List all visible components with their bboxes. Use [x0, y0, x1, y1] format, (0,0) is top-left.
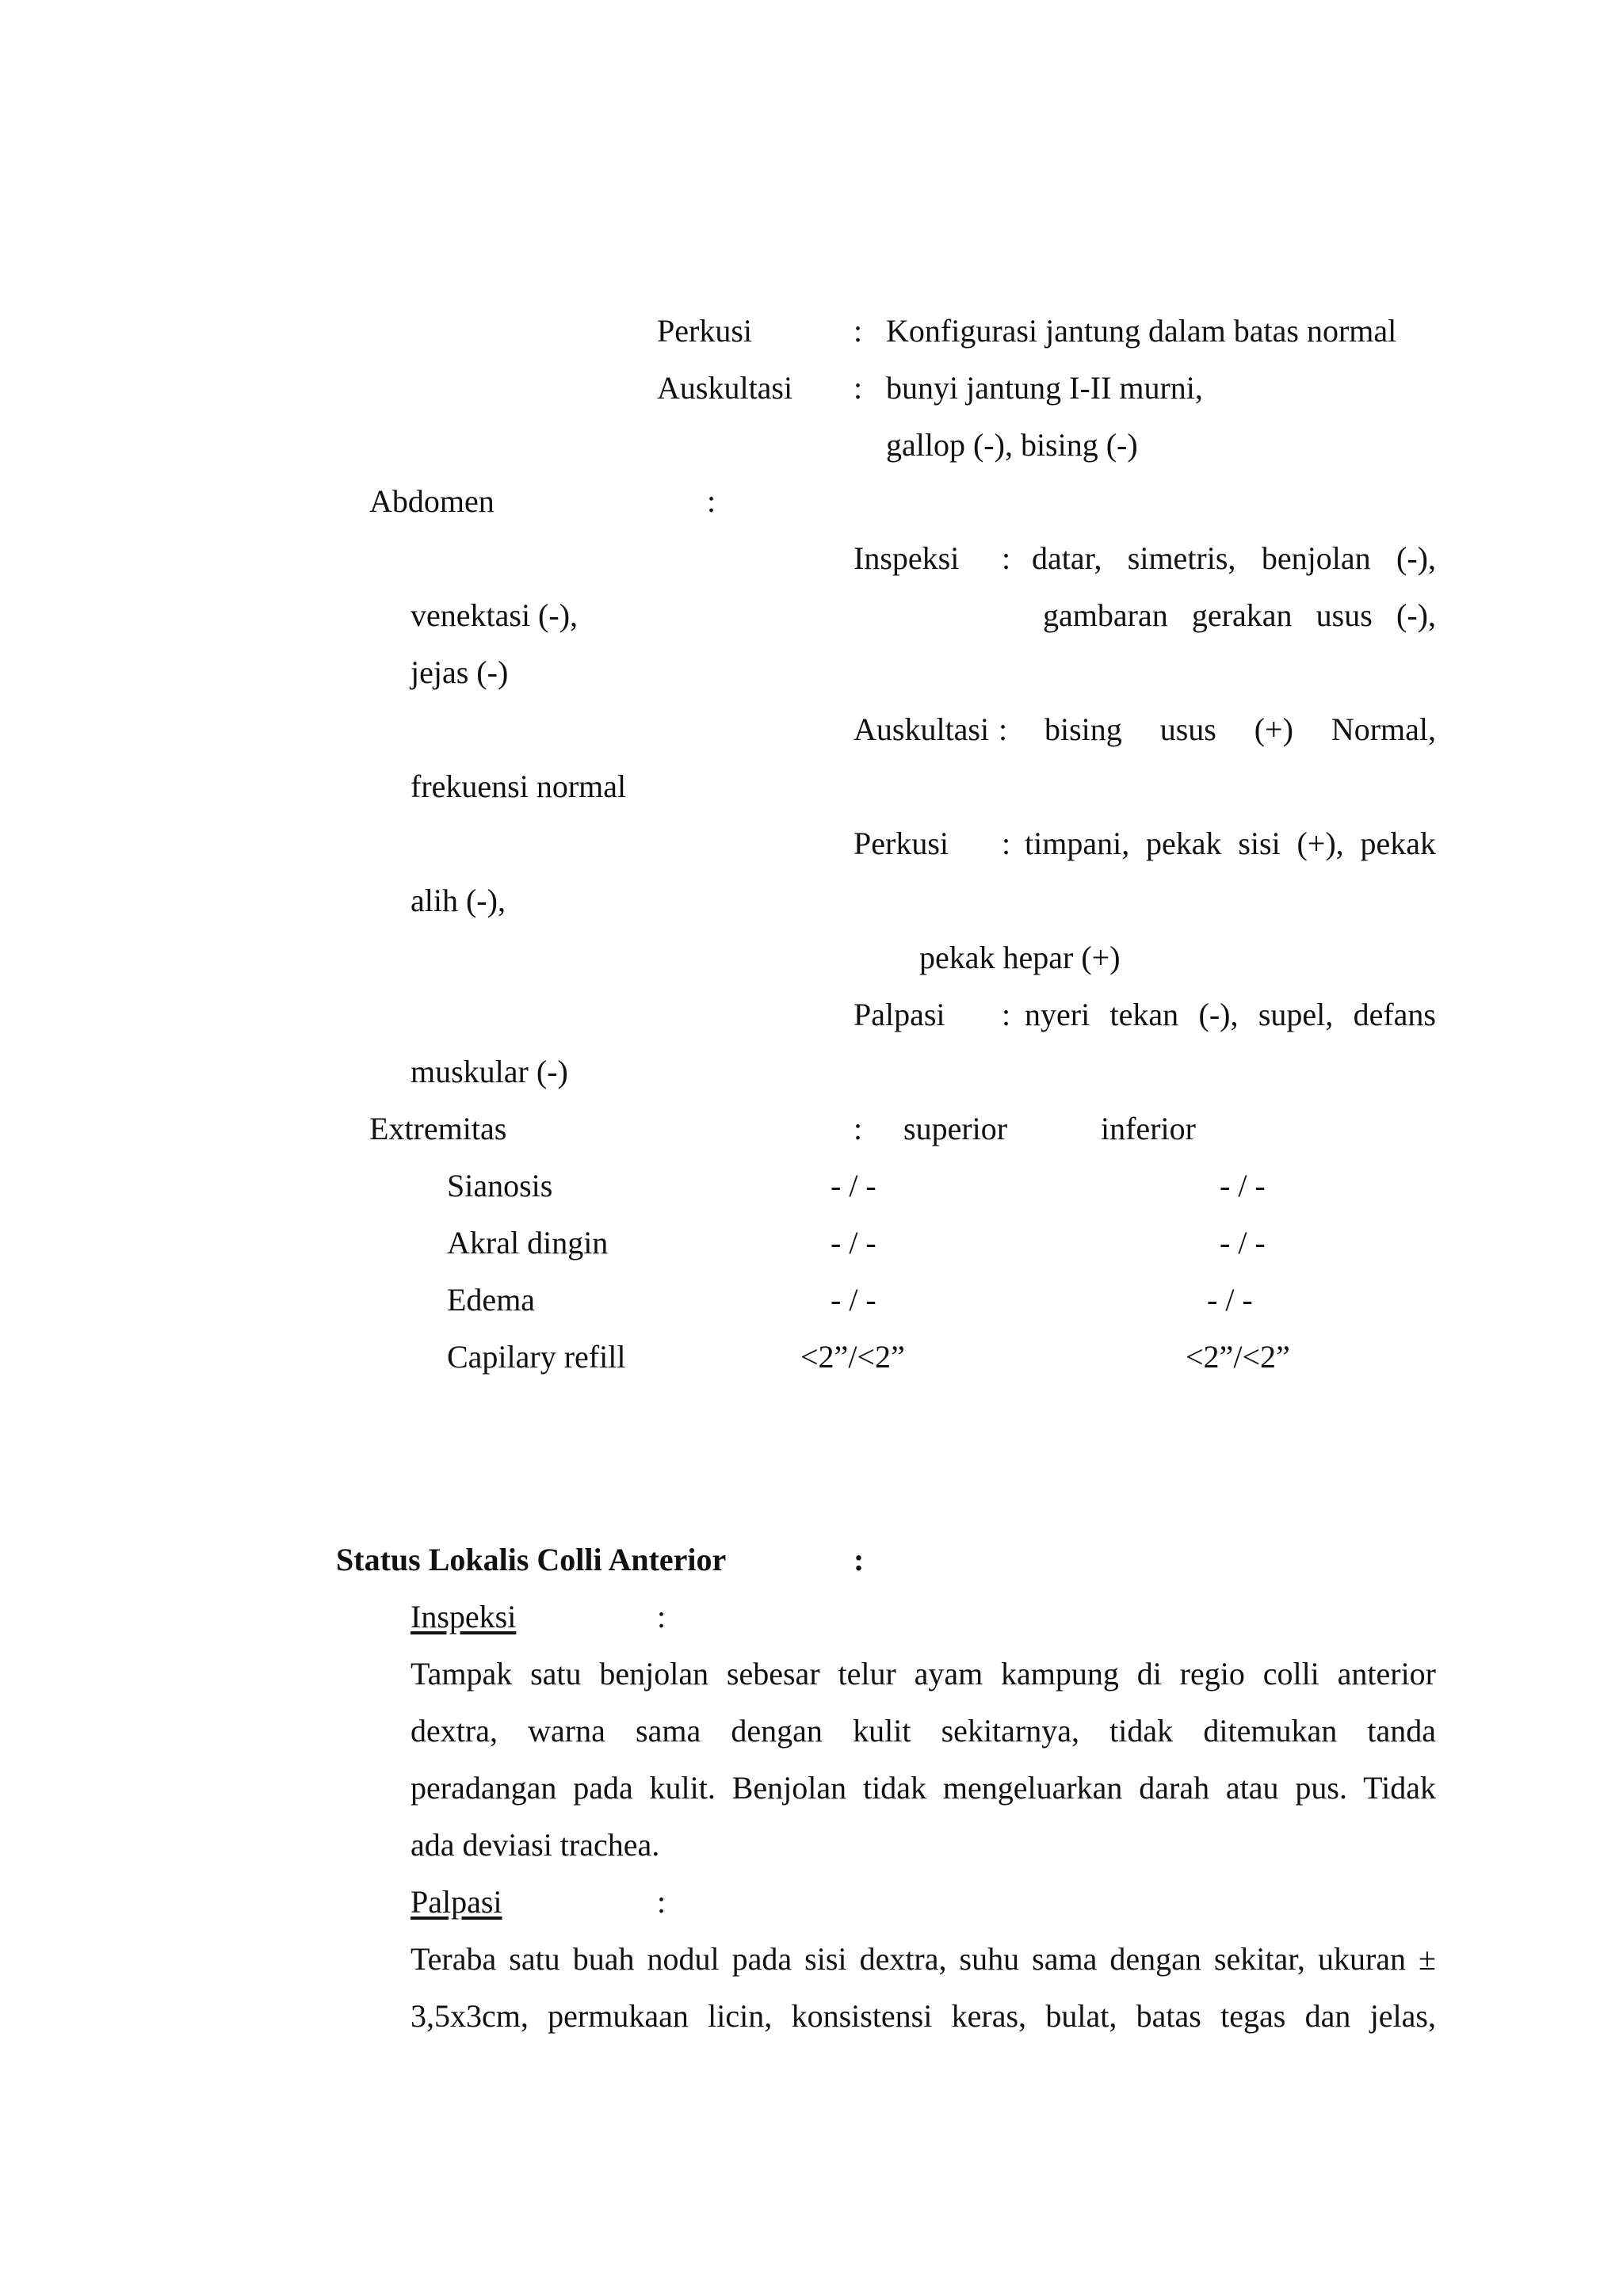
abdomen-perkusi-label: Perkusi — [854, 826, 949, 861]
jantung-perkusi-label: Perkusi — [657, 313, 752, 349]
abdomen-inspeksi-wrap: venektasi (-), — [411, 597, 579, 633]
jantung-perkusi-colon: : — [854, 313, 863, 349]
inspeksi-colon: : — [657, 1599, 666, 1634]
palpasi-heading: Palpasi — [411, 1884, 502, 1920]
word: Normal, — [1331, 711, 1436, 747]
extremitas-row-inferior: - / - — [1207, 1282, 1253, 1318]
word: pekak — [1360, 826, 1436, 861]
word: gerakan — [1191, 597, 1293, 633]
word: tekan — [1109, 997, 1179, 1032]
extremitas-row-name: Akral dingin — [447, 1225, 609, 1261]
abdomen-palpasi-colon: : — [1002, 997, 1011, 1032]
extremitas-row-name: Sianosis — [447, 1168, 553, 1203]
extremitas-row-inferior: - / - — [1220, 1168, 1266, 1203]
word: sisi — [1238, 826, 1281, 861]
word: (-), — [1396, 540, 1436, 576]
status-lokalis-colon: : — [854, 1542, 865, 1577]
status-lokalis-heading: Status Lokalis Colli Anterior — [336, 1542, 727, 1577]
abdomen-palpasi-wrap: muskular (-) — [411, 1054, 568, 1089]
word: (+), — [1296, 826, 1344, 861]
palpasi-line: Teraba satu buah nodul pada sisi dextra, suhu sama dengan sekitar, ukuran ± — [411, 1941, 1436, 1977]
word: timpani, — [1025, 826, 1130, 861]
extremitas-row-name: Capilary refill — [447, 1339, 626, 1375]
abdomen-inspeksi-label: Inspeksi — [854, 540, 960, 576]
word: (-), — [1198, 997, 1239, 1032]
abdomen-auskultasi-wrap: frekuensi normal — [411, 769, 627, 804]
word: gambaran — [1043, 597, 1168, 633]
inspeksi-line: ada deviasi trachea. — [411, 1827, 660, 1863]
abdomen-perkusi-colon: : — [1002, 826, 1011, 861]
word: supel, — [1258, 997, 1334, 1032]
jantung-perkusi-value: Konfigurasi jantung dalam batas normal — [886, 313, 1397, 349]
extremitas-label: Extremitas — [369, 1111, 507, 1146]
abdomen-perkusi-continuation: pekak hepar (+) — [919, 940, 1121, 975]
palpasi-line: 3,5x3cm, permukaan licin, konsistensi keras, bulat, batas tegas dan jelas, — [411, 1998, 1436, 2034]
word: usus — [1159, 711, 1216, 747]
abdomen-auskultasi-value — [1044, 711, 1436, 749]
abdomen-inspeksi-continuation — [1043, 597, 1436, 635]
word: pekak — [1146, 826, 1222, 861]
inspeksi-heading: Inspeksi — [411, 1599, 517, 1634]
inspeksi-line: dextra, warna sama dengan kulit sekitarnya, tidak ditemukan tanda — [411, 1713, 1436, 1749]
extremitas-row-inferior: <2”/<2” — [1186, 1339, 1290, 1375]
abdomen-palpasi-value — [1025, 996, 1436, 1034]
extremitas-row-superior: <2”/<2” — [800, 1339, 905, 1375]
extremitas-col-superior: superior — [903, 1111, 1008, 1146]
word: nyeri — [1025, 997, 1090, 1032]
word: (+) — [1254, 711, 1293, 747]
word: defans — [1353, 997, 1436, 1032]
jantung-auskultasi-continuation: gallop (-), bising (-) — [886, 427, 1138, 463]
abdomen-perkusi-wrap: alih (-), — [411, 883, 506, 918]
jantung-auskultasi-value: bunyi jantung I-II murni, — [886, 370, 1203, 406]
abdomen-palpasi-label: Palpasi — [854, 997, 945, 1032]
palpasi-colon: : — [657, 1884, 666, 1920]
abdomen-auskultasi-label: Auskultasi — [854, 711, 990, 747]
abdomen-auskultasi-colon: : — [999, 711, 1008, 747]
abdomen-colon: : — [707, 483, 716, 519]
inspeksi-line: peradangan pada kulit. Benjolan tidak mengeluarkan darah atau pus. Tidak — [411, 1770, 1436, 1806]
abdomen-inspeksi-colon: : — [1002, 540, 1011, 576]
word: simetris, — [1127, 540, 1236, 576]
extremitas-row-superior: - / - — [831, 1282, 876, 1318]
abdomen-inspeksi-wrap: jejas (-) — [411, 654, 509, 690]
jantung-auskultasi-colon: : — [854, 370, 863, 406]
extremitas-col-inferior: inferior — [1101, 1111, 1196, 1146]
word: datar, — [1032, 540, 1102, 576]
inspeksi-line: Tampak satu benjolan sebesar telur ayam kampung di regio colli anterior — [411, 1656, 1436, 1691]
extremitas-row-inferior: - / - — [1220, 1225, 1266, 1261]
word: usus — [1316, 597, 1373, 633]
word: (-), — [1396, 597, 1436, 633]
abdomen-label: Abdomen — [369, 483, 495, 519]
extremitas-row-name: Edema — [447, 1282, 536, 1318]
extremitas-colon: : — [854, 1111, 863, 1146]
abdomen-perkusi-value — [1025, 825, 1436, 863]
abdomen-inspeksi-value — [1032, 540, 1436, 578]
word: bising — [1044, 711, 1122, 747]
word: benjolan — [1261, 540, 1371, 576]
extremitas-row-superior: - / - — [831, 1168, 876, 1203]
extremitas-row-superior: - / - — [831, 1225, 876, 1261]
jantung-auskultasi-label: Auskultasi — [657, 370, 793, 406]
